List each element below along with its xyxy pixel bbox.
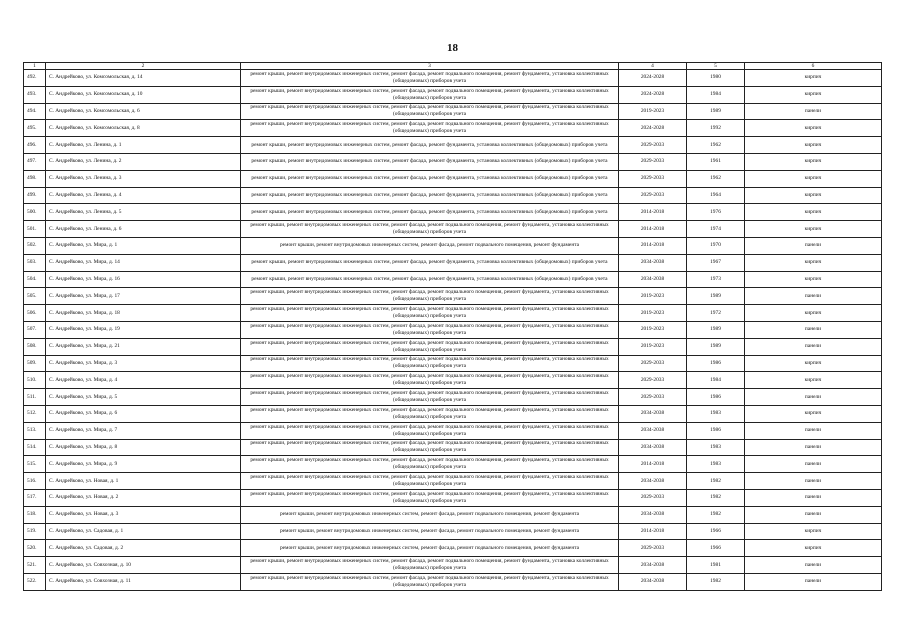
build-year-cell: 1986 [687,355,745,372]
build-year-cell: 1976 [687,204,745,221]
work-types-cell: ремонт крыши, ремонт внутридомовых инженерных систем, ремонт фасада, ремонт подвального помещения, ремонт фундамента, установка коллективных (общедомовых) приборов учета [241,288,619,305]
repair-period-cell: 2024-2028 [619,70,687,87]
wall-material-cell: кирпич [745,540,882,557]
work-types-cell: ремонт крыши, ремонт внутридомовых инженерных систем, ремонт фасада, ремонт подвального помещения, ремонт фундамента, установка коллективных (общедомовых) приборов учета [241,103,619,120]
build-year-cell: 1984 [687,372,745,389]
row-number: 503. [24,254,46,271]
build-year-cell: 1989 [687,338,745,355]
table-row [24,288,882,305]
row-number: 506. [24,305,46,322]
row-number: 521. [24,557,46,574]
repair-period-cell: 2014-2018 [619,237,687,254]
address-cell: С. Андрейково, ул. Мира, д. 21 [46,338,241,355]
work-types-cell: ремонт крыши, ремонт внутридомовых инженерных систем, ремонт фасада, ремонт подвального помещения, ремонт фундамента, установка коллективных (общедомовых) приборов учета [241,355,619,372]
address-cell: С. Андрейково, ул. Ленина, д. 2 [46,153,241,170]
repair-period-cell: 2034-2038 [619,439,687,456]
work-types-cell: ремонт крыши, ремонт внутридомовых инженерных систем, ремонт фасада, ремонт фундамента, установка коллективных (общедомовых) приборов учета [241,153,619,170]
repair-period-cell: 2029-2033 [619,355,687,372]
wall-material-cell: кирпич [745,355,882,372]
table-row [24,489,882,506]
address-cell: С. Андрейково, ул. Новая, д. 2 [46,489,241,506]
table-row [24,557,882,574]
row-number: 508. [24,338,46,355]
wall-material-cell: панели [745,506,882,523]
repair-period-cell: 2029-2033 [619,153,687,170]
build-year-cell: 1966 [687,523,745,540]
wall-material-cell: кирпич [745,523,882,540]
wall-material-cell: кирпич [745,153,882,170]
row-number: 510. [24,372,46,389]
table-row [24,389,882,406]
wall-material-cell: панели [745,473,882,490]
repair-period-cell: 2029-2033 [619,170,687,187]
table-row [24,506,882,523]
repair-period-cell: 2029-2033 [619,389,687,406]
wall-material-cell: панели [745,456,882,473]
build-year-cell: 1961 [687,153,745,170]
row-number: 519. [24,523,46,540]
address-cell: С. Андрейково, ул. Ленина, д. 5 [46,204,241,221]
wall-material-cell: панели [745,389,882,406]
address-cell: С. Андрейково, ул. Ленина, д. 6 [46,221,241,238]
row-number: 492. [24,70,46,87]
build-year-cell: 1986 [687,389,745,406]
page-number: 18 [447,42,458,54]
build-year-cell: 1970 [687,237,745,254]
table-row [24,204,882,221]
repair-period-cell: 2034-2038 [619,506,687,523]
repair-period-cell: 2019-2023 [619,321,687,338]
work-types-cell: ремонт крыши, ремонт внутридомовых инженерных систем, ремонт фасада, ремонт фундамента, установка коллективных (общедомовых) приборов учета [241,204,619,221]
column-header-1: 1 [24,63,46,70]
build-year-cell: 1992 [687,120,745,137]
wall-material-cell: кирпич [745,70,882,87]
registry-table-body [24,63,882,591]
wall-material-cell: панели [745,573,882,590]
table-row [24,321,882,338]
column-header-4: 4 [619,63,687,70]
row-number: 516. [24,473,46,490]
table-row [24,271,882,288]
row-number: 501. [24,221,46,238]
column-header-5: 5 [687,63,745,70]
wall-material-cell: панели [745,321,882,338]
build-year-cell: 1962 [687,137,745,154]
address-cell: С. Андрейково, ул. Мира, д. 6 [46,405,241,422]
repair-period-cell: 2019-2023 [619,103,687,120]
wall-material-cell: панели [745,439,882,456]
address-cell: С. Андрейково, ул. Мира, д. 1 [46,237,241,254]
row-number: 509. [24,355,46,372]
table-row [24,103,882,120]
work-types-cell: ремонт крыши, ремонт внутридомовых инженерных систем, ремонт фасада, ремонт подвального помещения, ремонт фундамента, установка коллективных (общедомовых) приборов учета [241,86,619,103]
work-types-cell: ремонт крыши, ремонт внутридомовых инженерных систем, ремонт фасада, ремонт подвального помещения, ремонт фундамента, установка коллективных (общедомовых) приборов учета [241,321,619,338]
build-year-cell: 1982 [687,573,745,590]
address-cell: С. Андрейково, ул. Мира, д. 19 [46,321,241,338]
table-row [24,405,882,422]
address-cell: С. Андрейково, ул. Совхозная, д. 10 [46,557,241,574]
build-year-cell: 1989 [687,103,745,120]
wall-material-cell: кирпич [745,137,882,154]
build-year-cell: 1984 [687,86,745,103]
row-number: 496. [24,137,46,154]
row-number: 502. [24,237,46,254]
wall-material-cell: панели [745,338,882,355]
build-year-cell: 1989 [687,288,745,305]
wall-material-cell: кирпич [745,204,882,221]
repair-period-cell: 2014-2018 [619,204,687,221]
work-types-cell: ремонт крыши, ремонт внутридомовых инженерных систем, ремонт фасада, ремонт подвального помещения, ремонт фундамента, установка коллективных (общедомовых) приборов учета [241,120,619,137]
table-row [24,86,882,103]
table-row [24,153,882,170]
row-number: 498. [24,170,46,187]
row-number: 497. [24,153,46,170]
build-year-cell: 1982 [687,489,745,506]
work-types-cell: ремонт крыши, ремонт внутридомовых инженерных систем, ремонт фасада, ремонт подвального помещения, ремонт фундамента, установка коллективных (общедомовых) приборов учета [241,372,619,389]
wall-material-cell: панели [745,288,882,305]
table-row [24,573,882,590]
address-cell: С. Андрейково, ул. Мира, д. 7 [46,422,241,439]
build-year-cell: 1983 [687,439,745,456]
work-types-cell: ремонт крыши, ремонт внутридомовых инженерных систем, ремонт фасада, ремонт подвального помещения, ремонт фундамента [241,237,619,254]
build-year-cell: 1964 [687,187,745,204]
build-year-cell: 1972 [687,305,745,322]
column-header-2: 2 [46,63,241,70]
row-number: 517. [24,489,46,506]
work-types-cell: ремонт крыши, ремонт внутридомовых инженерных систем, ремонт фасада, ремонт подвального помещения, ремонт фундамента [241,506,619,523]
table-row [24,305,882,322]
row-number: 515. [24,456,46,473]
address-cell: С. Андрейково, ул. Совхозная, д. 11 [46,573,241,590]
repair-period-cell: 2029-2033 [619,137,687,154]
table-row [24,523,882,540]
build-year-cell: 1986 [687,422,745,439]
work-types-cell: ремонт крыши, ремонт внутридомовых инженерных систем, ремонт фасада, ремонт подвального помещения, ремонт фундамента, установка коллективных (общедомовых) приборов учета [241,70,619,87]
column-number-header-row [24,63,882,70]
row-number: 507. [24,321,46,338]
wall-material-cell: кирпич [745,120,882,137]
work-types-cell: ремонт крыши, ремонт внутридомовых инженерных систем, ремонт фасада, ремонт фундамента, установка коллективных (общедомовых) приборов учета [241,187,619,204]
table-row [24,70,882,87]
work-types-cell: ремонт крыши, ремонт внутридомовых инженерных систем, ремонт фасада, ремонт подвального помещения, ремонт фундамента, установка коллективных (общедомовых) приборов учета [241,405,619,422]
work-types-cell: ремонт крыши, ремонт внутридомовых инженерных систем, ремонт фасада, ремонт подвального помещения, ремонт фундамента, установка коллективных (общедомовых) приборов учета [241,573,619,590]
address-cell: С. Андрейково, ул. Мира, д. 16 [46,271,241,288]
row-number: 514. [24,439,46,456]
row-number: 495. [24,120,46,137]
repair-period-cell: 2034-2038 [619,405,687,422]
column-header-6: 6 [745,63,882,70]
work-types-cell: ремонт крыши, ремонт внутридомовых инженерных систем, ремонт фасада, ремонт подвального помещения, ремонт фундамента, установка коллективных (общедомовых) приборов учета [241,473,619,490]
address-cell: С. Андрейково, ул. Новая, д. 1 [46,473,241,490]
table-row [24,237,882,254]
work-types-cell: ремонт крыши, ремонт внутридомовых инженерных систем, ремонт фасада, ремонт подвального помещения, ремонт фундамента, установка коллективных (общедомовых) приборов учета [241,305,619,322]
address-cell: С. Андрейково, ул. Ленина, д. 3 [46,170,241,187]
build-year-cell: 1966 [687,540,745,557]
row-number: 522. [24,573,46,590]
address-cell: С. Андрейково, ул. Комсомольская, д. 8 [46,120,241,137]
address-cell: С. Андрейково, ул. Мира, д. 14 [46,254,241,271]
build-year-cell: 1982 [687,506,745,523]
build-year-cell: 1982 [687,473,745,490]
build-year-cell: 1981 [687,557,745,574]
row-number: 494. [24,103,46,120]
repair-period-cell: 2014-2018 [619,221,687,238]
wall-material-cell: панели [745,237,882,254]
address-cell: С. Андрейково, ул. Ленина, д. 4 [46,187,241,204]
repair-period-cell: 2034-2038 [619,271,687,288]
build-year-cell: 1980 [687,70,745,87]
address-cell: С. Андрейково, ул. Комсомольская, д. 6 [46,103,241,120]
wall-material-cell: кирпич [745,254,882,271]
work-types-cell: ремонт крыши, ремонт внутридомовых инженерных систем, ремонт фасада, ремонт фундамента, установка коллективных (общедомовых) приборов учета [241,254,619,271]
repair-period-cell: 2019-2023 [619,305,687,322]
table-row [24,170,882,187]
build-year-cell: 1983 [687,405,745,422]
wall-material-cell: кирпич [745,86,882,103]
table-row [24,254,882,271]
work-types-cell: ремонт крыши, ремонт внутридомовых инженерных систем, ремонт фасада, ремонт подвального помещения, ремонт фундамента [241,523,619,540]
wall-material-cell: кирпич [745,170,882,187]
repair-period-cell: 2019-2023 [619,288,687,305]
address-cell: С. Андрейково, ул. Мира, д. 5 [46,389,241,406]
repair-period-cell: 2034-2038 [619,557,687,574]
row-number: 518. [24,506,46,523]
table-row [24,456,882,473]
table-row [24,338,882,355]
repair-period-cell: 2034-2038 [619,473,687,490]
work-types-cell: ремонт крыши, ремонт внутридомовых инженерных систем, ремонт фасада, ремонт подвального помещения, ремонт фундамента, установка коллективных (общедомовых) приборов учета [241,338,619,355]
repair-period-cell: 2029-2033 [619,540,687,557]
table-row [24,221,882,238]
repair-registry-table [23,62,882,591]
address-cell: С. Андрейково, ул. Садовая, д. 2 [46,540,241,557]
build-year-cell: 1973 [687,271,745,288]
address-cell: С. Андрейково, ул. Мира, д. 4 [46,372,241,389]
row-number: 500. [24,204,46,221]
work-types-cell: ремонт крыши, ремонт внутридомовых инженерных систем, ремонт фасада, ремонт подвального помещения, ремонт фундамента, установка коллективных (общедомовых) приборов учета [241,489,619,506]
row-number: 511. [24,389,46,406]
build-year-cell: 1989 [687,321,745,338]
row-number: 493. [24,86,46,103]
work-types-cell: ремонт крыши, ремонт внутридомовых инженерных систем, ремонт фасада, ремонт подвального помещения, ремонт фундамента, установка коллективных (общедомовых) приборов учета [241,422,619,439]
work-types-cell: ремонт крыши, ремонт внутридомовых инженерных систем, ремонт фасада, ремонт подвального помещения, ремонт фундамента, установка коллективных (общедомовых) приборов учета [241,557,619,574]
table-row [24,187,882,204]
table-row [24,120,882,137]
wall-material-cell: кирпич [745,405,882,422]
repair-period-cell: 2014-2018 [619,456,687,473]
address-cell: С. Андрейково, ул. Новая, д. 3 [46,506,241,523]
wall-material-cell: кирпич [745,187,882,204]
wall-material-cell: панели [745,422,882,439]
address-cell: С. Андрейково, ул. Мира, д. 18 [46,305,241,322]
row-number: 512. [24,405,46,422]
work-types-cell: ремонт крыши, ремонт внутридомовых инженерных систем, ремонт фасада, ремонт фундамента, установка коллективных (общедомовых) приборов учета [241,271,619,288]
work-types-cell: ремонт крыши, ремонт внутридомовых инженерных систем, ремонт фасада, ремонт фундамента, установка коллективных (общедомовых) приборов учета [241,170,619,187]
build-year-cell: 1974 [687,221,745,238]
repair-period-cell: 2019-2023 [619,338,687,355]
table-row [24,137,882,154]
work-types-cell: ремонт крыши, ремонт внутридомовых инженерных систем, ремонт фасада, ремонт подвального помещения, ремонт фундамента [241,540,619,557]
table-row [24,372,882,389]
repair-period-cell: 2034-2038 [619,573,687,590]
repair-period-cell: 2029-2033 [619,489,687,506]
address-cell: С. Андрейково, ул. Садовая, д. 1 [46,523,241,540]
repair-period-cell: 2024-2028 [619,120,687,137]
wall-material-cell: кирпич [745,305,882,322]
repair-period-cell: 2034-2038 [619,422,687,439]
address-cell: С. Андрейково, ул. Мира, д. 8 [46,439,241,456]
row-number: 513. [24,422,46,439]
column-header-3: 3 [241,63,619,70]
wall-material-cell: панели [745,557,882,574]
build-year-cell: 1967 [687,254,745,271]
repair-period-cell: 2024-2028 [619,86,687,103]
repair-period-cell: 2029-2033 [619,372,687,389]
address-cell: С. Андрейково, ул. Мира, д. 9 [46,456,241,473]
wall-material-cell: кирпич [745,221,882,238]
row-number: 499. [24,187,46,204]
row-number: 505. [24,288,46,305]
wall-material-cell: кирпич [745,271,882,288]
build-year-cell: 1962 [687,170,745,187]
work-types-cell: ремонт крыши, ремонт внутридомовых инженерных систем, ремонт фасада, ремонт подвального помещения, ремонт фундамента, установка коллективных (общедомовых) приборов учета [241,456,619,473]
wall-material-cell: панели [745,489,882,506]
work-types-cell: ремонт крыши, ремонт внутридомовых инженерных систем, ремонт фасада, ремонт фундамента, установка коллективных (общедомовых) приборов учета [241,137,619,154]
work-types-cell: ремонт крыши, ремонт внутридомовых инженерных систем, ремонт фасада, ремонт подвального помещения, ремонт фундамента, установка коллективных (общедомовых) приборов учета [241,221,619,238]
address-cell: С. Андрейково, ул. Мира, д. 3 [46,355,241,372]
wall-material-cell: кирпич [745,372,882,389]
table-row [24,540,882,557]
wall-material-cell: панели [745,103,882,120]
repair-period-cell: 2034-2038 [619,254,687,271]
address-cell: С. Андрейково, ул. Ленина, д. 1 [46,137,241,154]
row-number: 520. [24,540,46,557]
row-number: 504. [24,271,46,288]
table-row [24,422,882,439]
repair-period-cell: 2014-2018 [619,523,687,540]
repair-period-cell: 2029-2033 [619,187,687,204]
work-types-cell: ремонт крыши, ремонт внутридомовых инженерных систем, ремонт фасада, ремонт подвального помещения, ремонт фундамента, установка коллективных (общедомовых) приборов учета [241,439,619,456]
address-cell: С. Андрейково, ул. Комсомольская, д. 14 [46,70,241,87]
table-row [24,473,882,490]
table-row [24,439,882,456]
work-types-cell: ремонт крыши, ремонт внутридомовых инженерных систем, ремонт фасада, ремонт подвального помещения, ремонт фундамента, установка коллективных (общедомовых) приборов учета [241,389,619,406]
build-year-cell: 1983 [687,456,745,473]
address-cell: С. Андрейково, ул. Комсомольская, д. 10 [46,86,241,103]
table-row [24,355,882,372]
address-cell: С. Андрейково, ул. Мира, д. 17 [46,288,241,305]
